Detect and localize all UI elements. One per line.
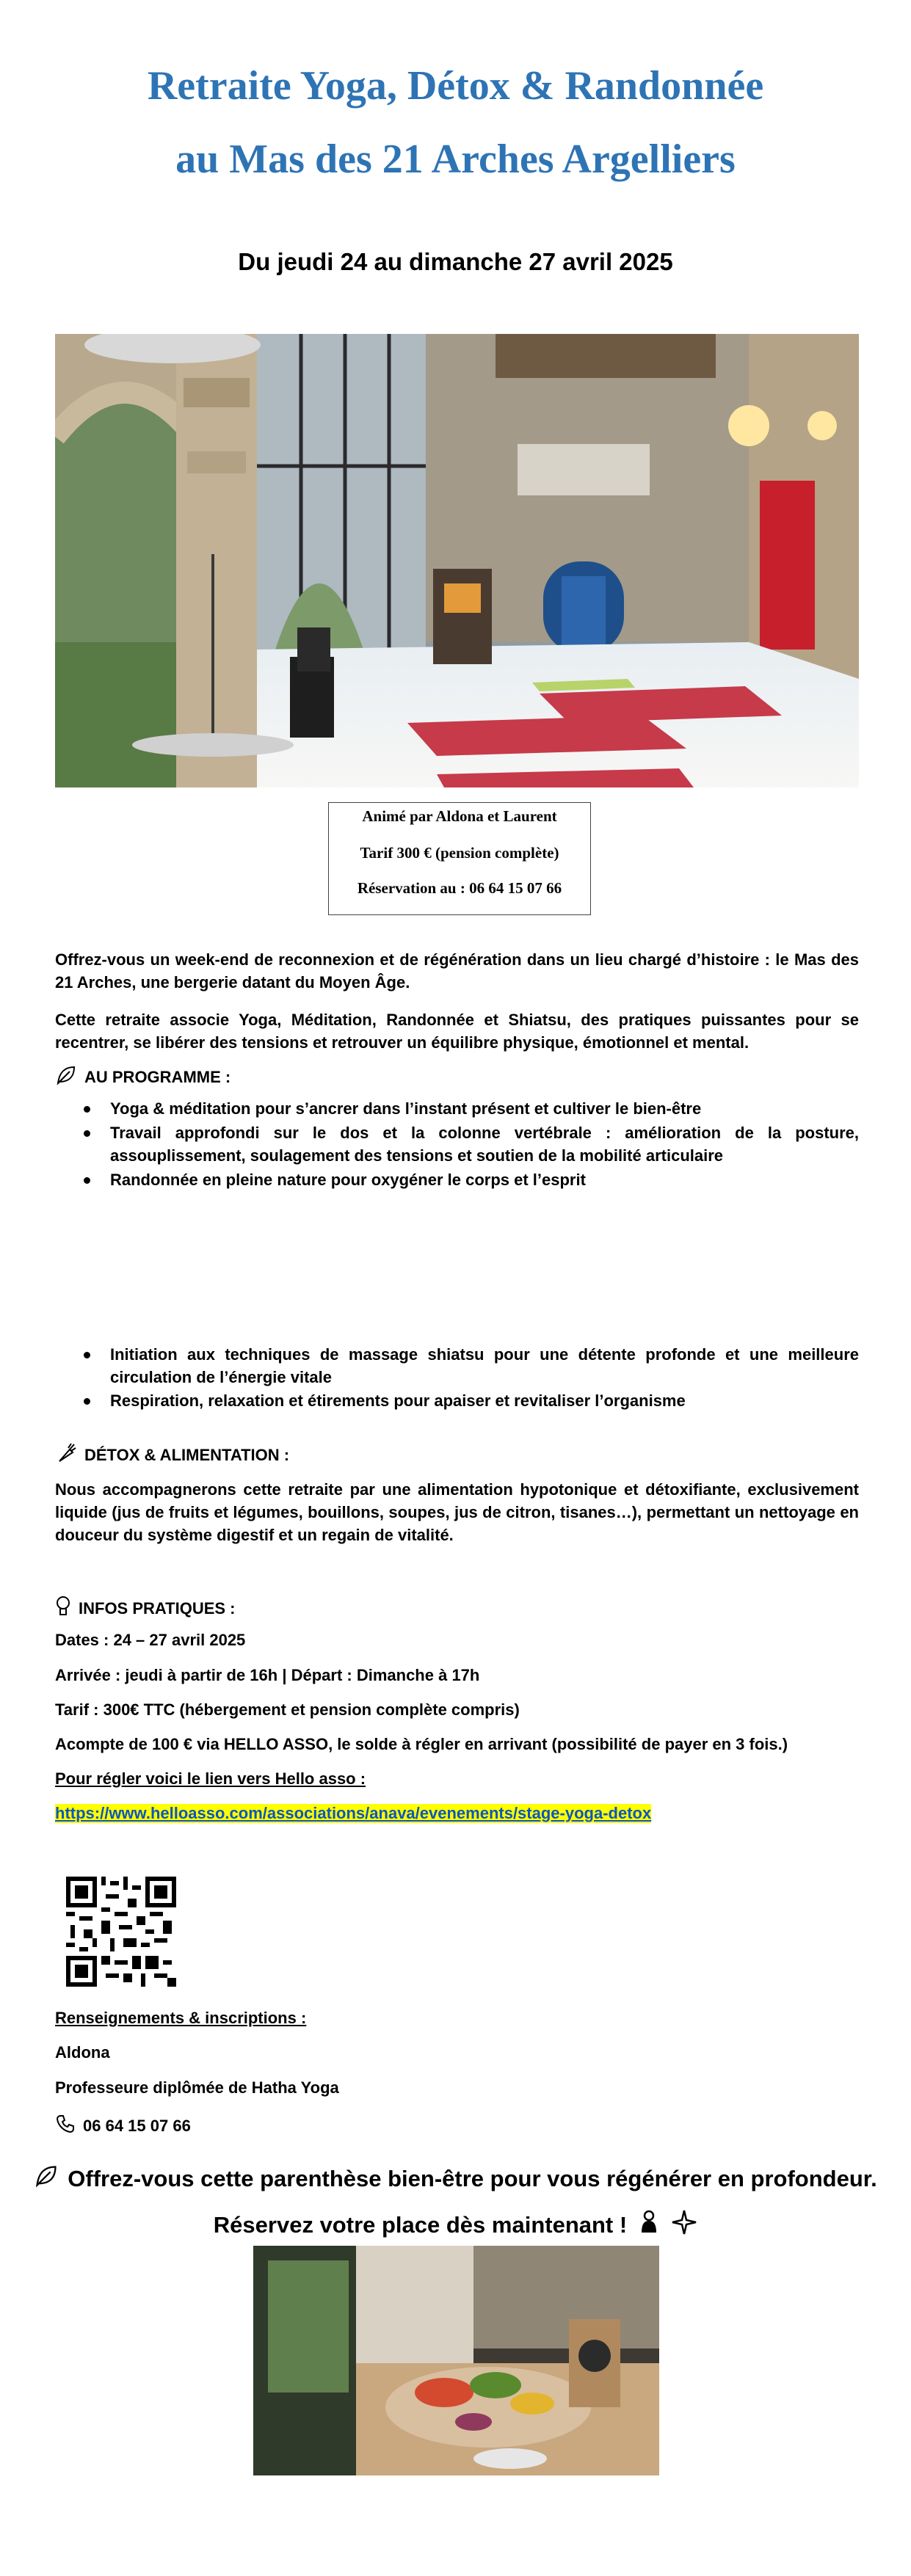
closing-text-2: Réservez votre place dès maintenant ! (213, 2212, 628, 2238)
venue-interior-photo (55, 334, 859, 787)
event-info-box (328, 802, 591, 915)
payment-label: Pour régler voici le lien vers Hello asso : (55, 1769, 366, 1788)
event-dates: Du jeudi 24 au dimanche 27 avril 2025 (238, 248, 673, 275)
list-item: Initiation aux techniques de massage shiatsu pour une détente profonde et une meilleure circulation de l’énergie vitale (110, 1343, 859, 1389)
contact-phone: 06 64 15 07 66 (83, 2117, 191, 2135)
info-dates: Dates : 24 – 27 avril 2025 (55, 1631, 246, 1649)
title-line-2: au Mas des 21 Arches Argelliers (175, 137, 736, 182)
programme-heading (55, 1064, 231, 1091)
helloasso-link[interactable]: https://www.helloasso.com/associations/anava/evenements/stage-yoga-detox (55, 1804, 652, 1822)
closing-text-1: Offrez-vous cette parenthèse bien-être pour vous régénérer en profondeur. (68, 2166, 877, 2191)
detox-paragraph: Nous accompagnerons cette retraite par une alimentation hypotonique et détoxifiante, exclusivement liquide (jus de fruits et légumes, bouillons, soupes, jus de citron, tisanes…), permettant un nettoyage en douceur du système digestif et un regain de vitalité. (55, 1480, 859, 1544)
meditation-icon (636, 2209, 662, 2241)
qr-code[interactable] (66, 1877, 176, 1987)
sparkle-icon (671, 2209, 697, 2241)
title-line-1: Retraite Yoga, Détox & Randonnée (147, 63, 764, 109)
detox-food-photo (253, 2246, 659, 2475)
info-deposit: Acompte de 100 € via HELLO ASSO, le solde à régler en arrivant (possibilité de payer en 3 fois.) (55, 1735, 788, 1753)
contact-name: Aldona (55, 2043, 110, 2062)
booking-line: Réservation au : 06 64 15 07 66 (357, 879, 562, 897)
price-line: Tarif 300 € (pension complète) (360, 844, 559, 862)
hosts-line: Animé par Aldona et Laurent (362, 807, 557, 825)
carrot-icon (55, 1442, 77, 1469)
detox-heading (55, 1442, 289, 1469)
lightbulb-icon (55, 1596, 71, 1622)
infos-heading-text: INFOS PRATIQUES : (79, 1599, 236, 1618)
detox-heading-text: DÉTOX & ALIMENTATION : (84, 1446, 290, 1464)
list-item: Travail approfondi sur le dos et la colonne vertébrale : amélioration de la posture, assouplissement, soulagement des tensions et soutien de la mobilité articulaire (110, 1121, 859, 1167)
list-item: Yoga & méditation pour s’ancrer dans l’instant présent et cultiver le bien-être (110, 1097, 859, 1120)
contact-heading: Renseignements & inscriptions : (55, 2009, 307, 2027)
contact-role: Professeure diplômée de Hatha Yoga (55, 2078, 339, 2097)
list-item: Respiration, relaxation et étirements pour apaiser et revitaliser l’organisme (110, 1389, 859, 1412)
info-arrival: Arrivée : jeudi à partir de 16h | Départ : Dimanche à 17h (55, 1666, 480, 1684)
programme-heading-text: AU PROGRAMME : (84, 1068, 231, 1086)
info-price: Tarif : 300€ TTC (hébergement et pension complète compris) (55, 1700, 520, 1719)
phone-icon (55, 2114, 76, 2139)
leaf-icon (55, 1064, 77, 1091)
infos-heading (55, 1596, 236, 1622)
closing-line-2 (0, 2209, 911, 2241)
contact-phone-row (55, 2114, 191, 2139)
closing-line-1 (0, 2164, 911, 2194)
intro-paragraph-1: Offrez-vous un week-end de reconnexion et de régénération dans un lieu chargé d’histoire : le Mas des 21 Arches, une bergerie datant du Moyen Âge. (55, 950, 859, 992)
leaf-icon (34, 2164, 59, 2194)
intro-paragraph-2: Cette retraite associe Yoga, Méditation, Randonnée et Shiatsu, des pratiques puissantes pour se recentrer, se libérer des tensions et retrouver un équilibre physique, émotionnel et mental. (55, 1011, 859, 1052)
list-item: Randonnée en pleine nature pour oxygéner le corps et l’esprit (110, 1168, 859, 1191)
